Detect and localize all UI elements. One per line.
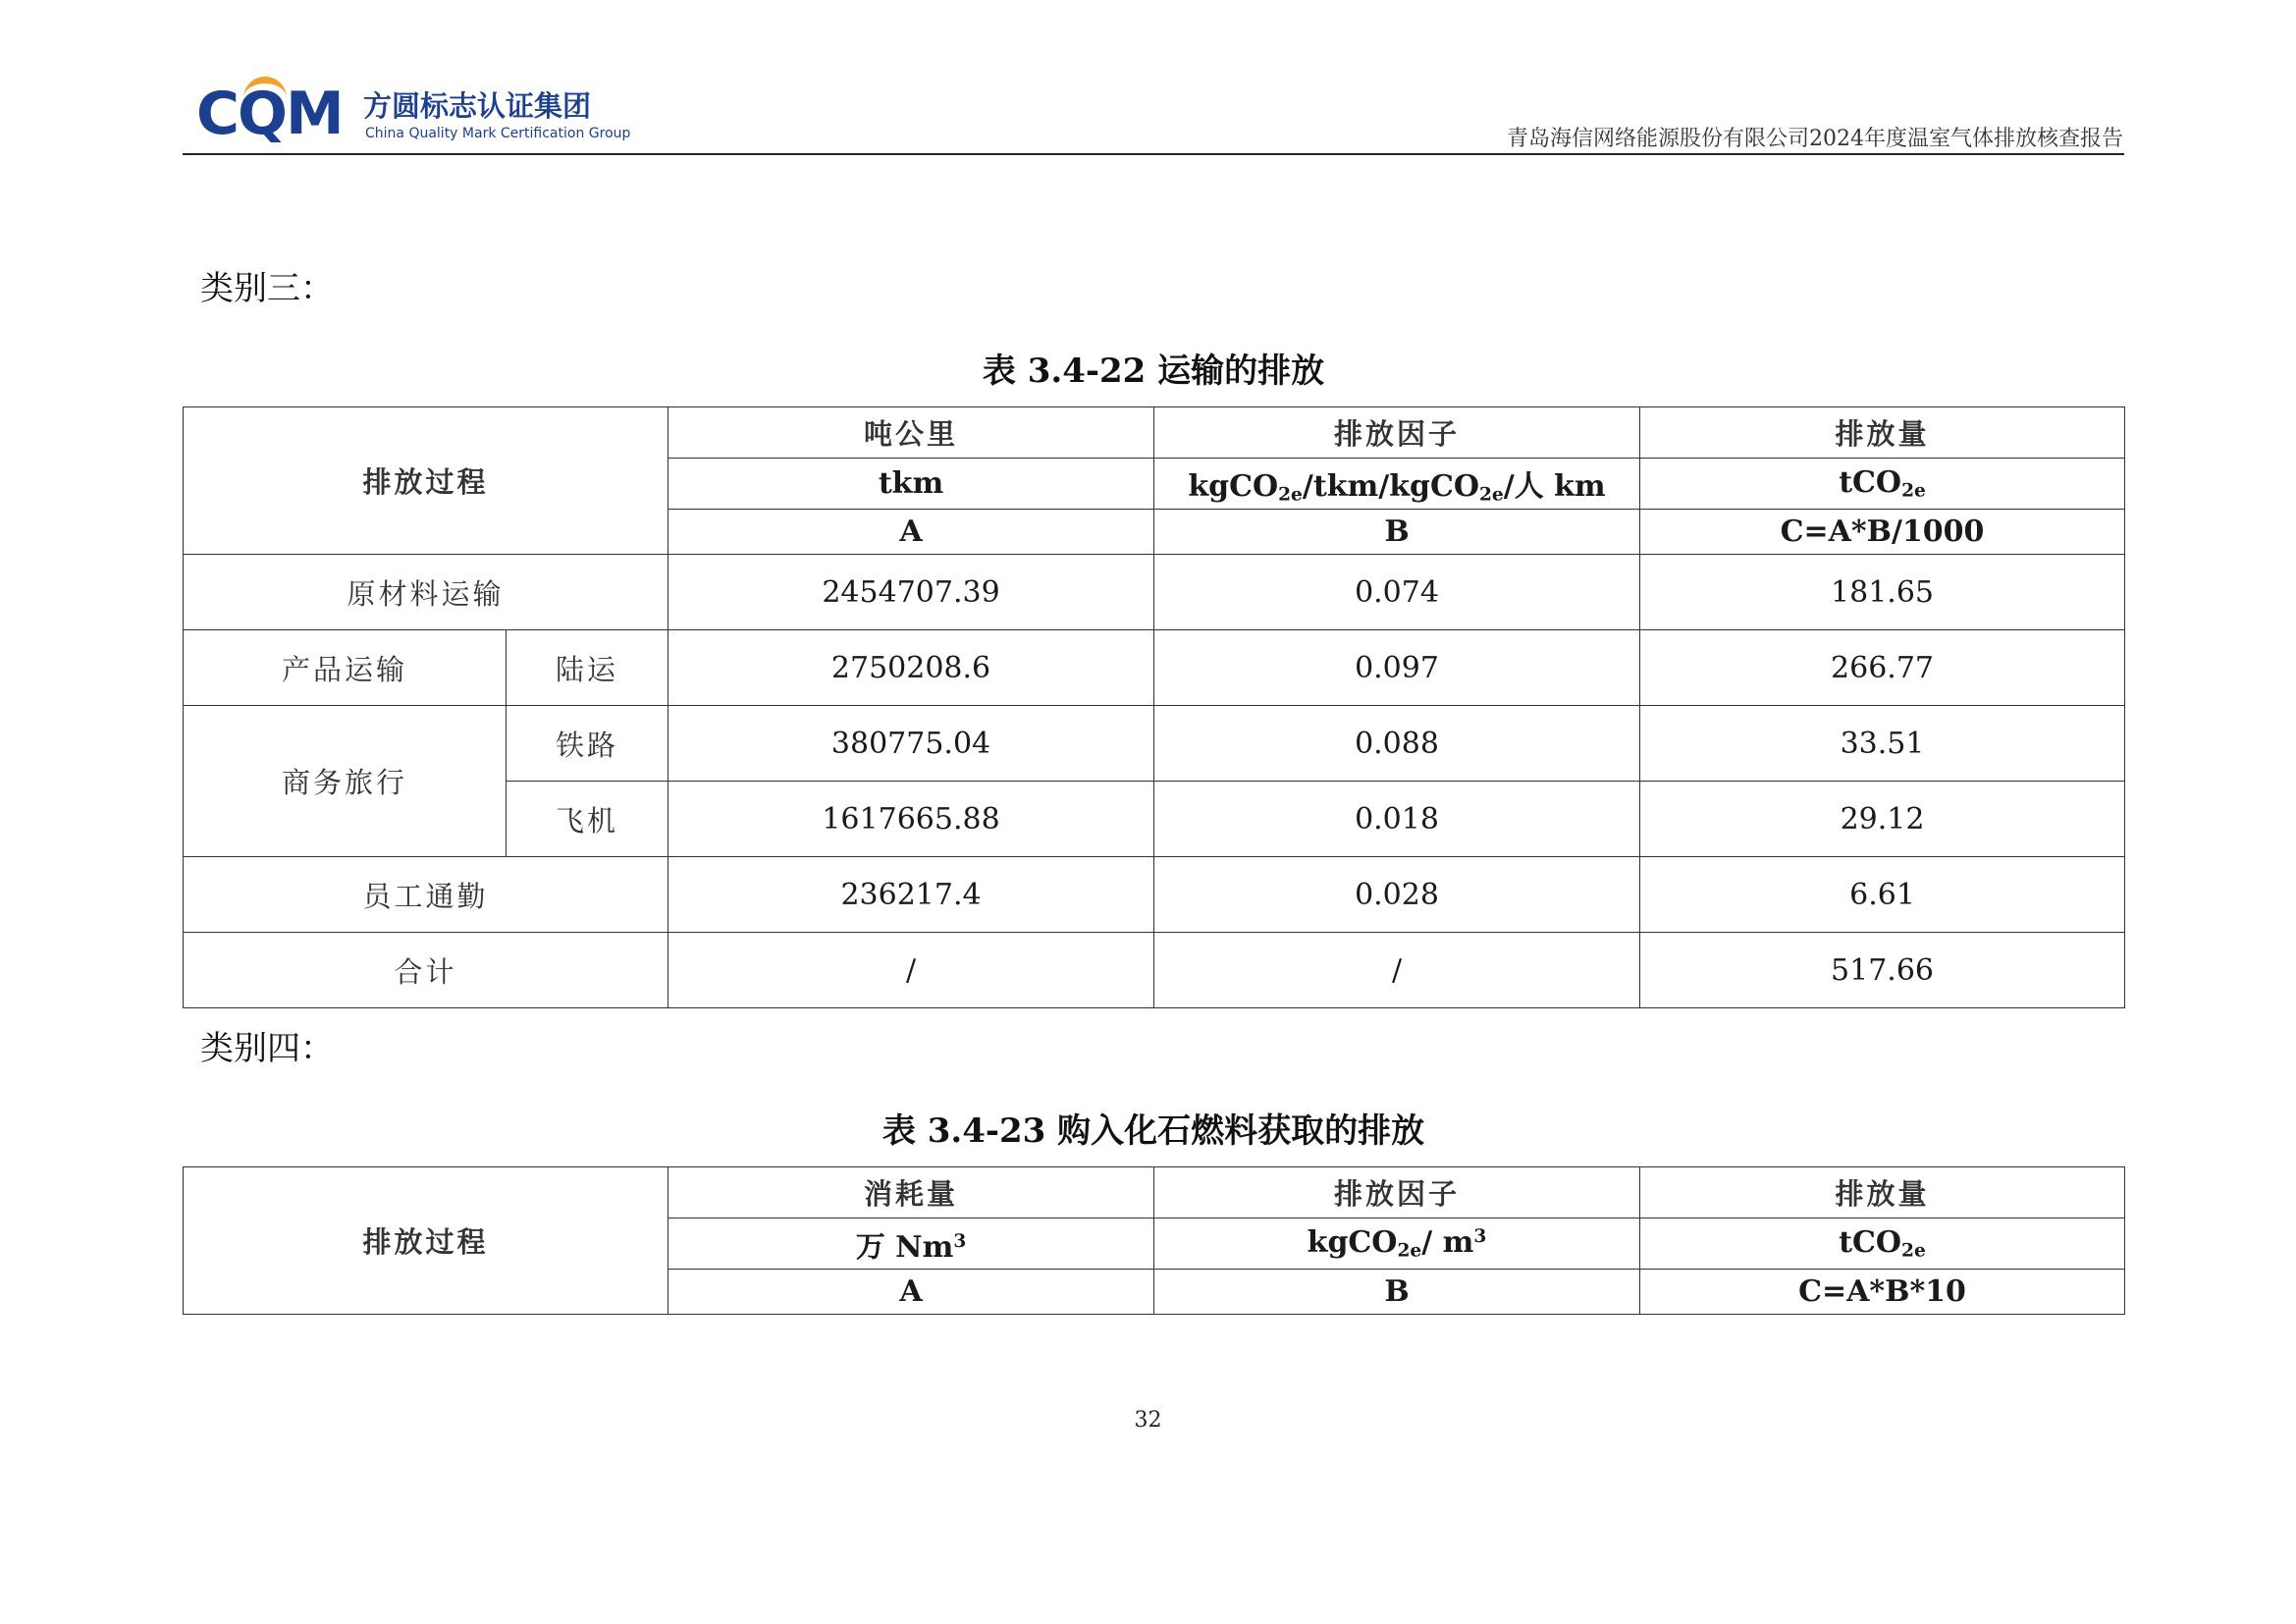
- row-value-b: 0.097: [1154, 630, 1640, 706]
- table-row: [184, 555, 2125, 630]
- header-col-b-name: 排放因子: [1154, 1167, 1640, 1218]
- header-col-c-name: 排放量: [1640, 407, 2125, 459]
- section-heading-category-4: 类别四：: [200, 1029, 334, 1068]
- header-divider: [183, 153, 2124, 155]
- org-name-en: China Quality Mark Certification Group: [365, 126, 631, 141]
- header-col-c-code: C=A*B/1000: [1640, 510, 2125, 555]
- row-process-label: 商务旅行: [184, 706, 507, 857]
- table-row: [184, 706, 2125, 782]
- table-total-row: [184, 933, 2125, 1008]
- table-caption-3-4-22: 表 3.4-22 运输的排放: [982, 352, 1325, 391]
- header-col-b-unit: kgCO$_{2e}$/ $m^3$: [1154, 1218, 1640, 1270]
- header-col-a-code: A: [668, 510, 1154, 555]
- table-row: [184, 630, 2125, 706]
- row-value-c: 181.65: [1640, 555, 2125, 630]
- section-heading-category-3: 类别三：: [200, 269, 334, 308]
- row-subprocess-label: 陆运: [507, 630, 668, 706]
- page-number: 32: [1134, 1408, 1162, 1433]
- row-value-c: 517.66: [1640, 933, 2125, 1008]
- row-value-c: 33.51: [1640, 706, 2125, 782]
- document-title: 青岛海信网络能源股份有限公司2024年度温室气体排放核查报告: [1507, 127, 2123, 151]
- logo-mark: CQM: [196, 80, 343, 148]
- fossil-fuel-emissions-table: [183, 1166, 2125, 1315]
- header-col-c-unit: tCO$_{2e}$: [1640, 1218, 2125, 1270]
- header-col-a-code: A: [668, 1270, 1154, 1315]
- row-value-b: 0.028: [1154, 857, 1640, 933]
- header-process: 排放过程: [184, 407, 668, 555]
- header-col-b-unit: kgCO$_{2e}$/tkm/kgCO$_{2e}$/人 km: [1154, 459, 1640, 510]
- header-col-a-name: 吨公里: [668, 407, 1154, 459]
- table-header-row: [184, 1167, 2125, 1218]
- row-value-a: 2750208.6: [668, 630, 1154, 706]
- row-value-c: 29.12: [1640, 782, 2125, 857]
- header-col-b-name: 排放因子: [1154, 407, 1640, 459]
- row-value-a: 236217.4: [668, 857, 1154, 933]
- row-value-b: 0.088: [1154, 706, 1640, 782]
- row-value-a: /: [668, 933, 1154, 1008]
- header-col-b-code: B: [1154, 1270, 1640, 1315]
- header-col-a-name: 消耗量: [668, 1167, 1154, 1218]
- row-value-a: 2454707.39: [668, 555, 1154, 630]
- cqm-logo: [196, 75, 648, 153]
- row-value-b: 0.074: [1154, 555, 1640, 630]
- header-col-c-unit: tCO$_{2e}$: [1640, 459, 2125, 510]
- header-col-a-unit: tkm: [668, 459, 1154, 510]
- row-process-label: 原材料运输: [184, 555, 668, 630]
- row-subprocess-label: 铁路: [507, 706, 668, 782]
- row-value-b: 0.018: [1154, 782, 1640, 857]
- row-value-b: /: [1154, 933, 1640, 1008]
- header-col-c-code: C=A*B*10: [1640, 1270, 2125, 1315]
- row-process-label: 合计: [184, 933, 668, 1008]
- row-value-c: 266.77: [1640, 630, 2125, 706]
- table-header-row: [184, 407, 2125, 459]
- org-name-cn: 方圆标志认证集团: [363, 89, 592, 123]
- row-process-label: 员工通勤: [184, 857, 668, 933]
- header-col-b-code: B: [1154, 510, 1640, 555]
- row-value-a: 380775.04: [668, 706, 1154, 782]
- table-row: [184, 857, 2125, 933]
- header-col-c-name: 排放量: [1640, 1167, 2125, 1218]
- row-value-c: 6.61: [1640, 857, 2125, 933]
- header-col-a-unit: 万 Nm$^3$: [668, 1218, 1154, 1270]
- table-caption-3-4-23: 表 3.4-23 购入化石燃料获取的排放: [881, 1111, 1425, 1151]
- row-subprocess-label: 飞机: [507, 782, 668, 857]
- row-process-label: 产品运输: [184, 630, 507, 706]
- header-process: 排放过程: [184, 1167, 668, 1315]
- transport-emissions-table: [183, 406, 2125, 1008]
- row-value-a: 1617665.88: [668, 782, 1154, 857]
